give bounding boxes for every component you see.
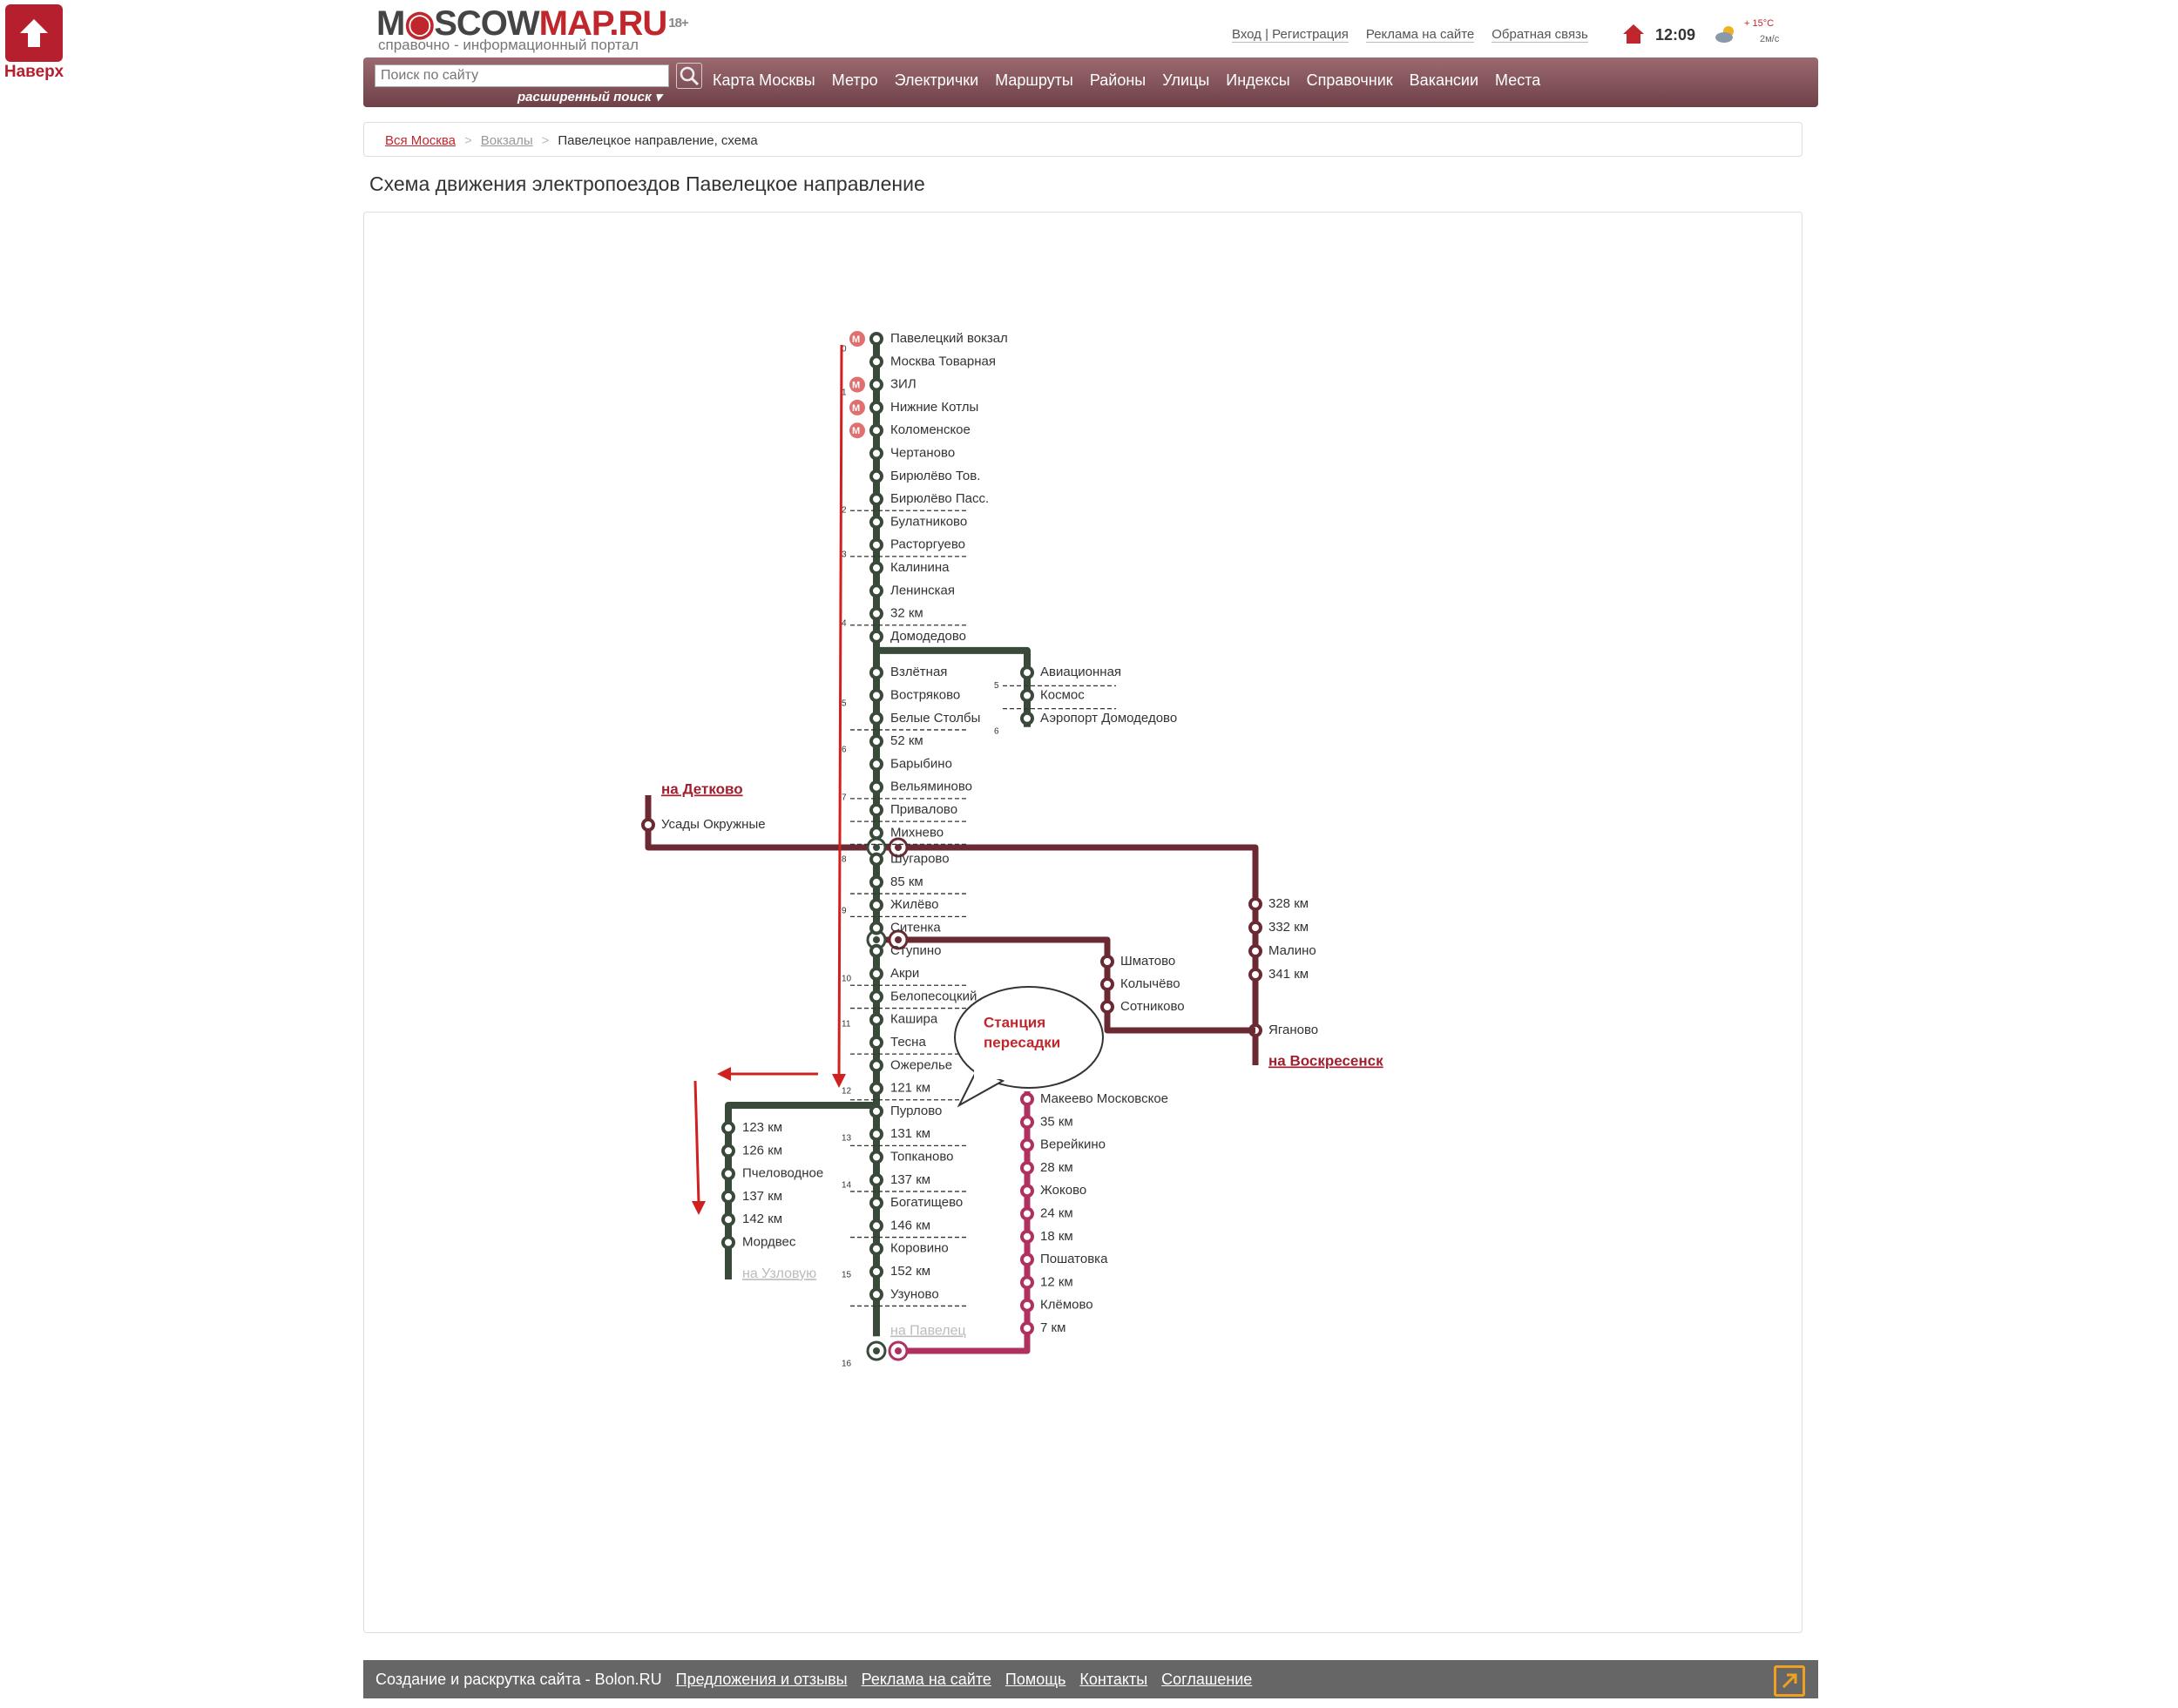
kashira-station-label: Макеево Московское (1040, 1090, 1169, 1106)
uzlovaya-station-label: 137 км (742, 1188, 783, 1204)
main-station-marker (871, 1266, 882, 1277)
menu-item-map[interactable]: Карта Москвы (713, 71, 815, 89)
detkovo-station-marker (643, 820, 653, 830)
menu-item-routes[interactable]: Маршруты (995, 71, 1073, 89)
kashira-station-marker (1022, 1185, 1032, 1196)
callout-text-line: пересадки (984, 1034, 1061, 1051)
main-station-label: Коровино (890, 1240, 949, 1256)
main-station-marker (871, 1037, 882, 1048)
kashira-station-label: 24 км (1040, 1205, 1073, 1221)
zone-label: 14 (842, 1180, 852, 1191)
zone-label: 2 (842, 505, 847, 516)
main-station-label: Коломенское (890, 422, 971, 438)
main-station-label: 52 км (890, 733, 923, 749)
uzlovaya-station-label: 142 км (742, 1212, 783, 1227)
clock: 12:09 (1655, 26, 1696, 44)
main-station-label: Булатниково (890, 514, 968, 530)
main-station-marker (871, 1060, 882, 1070)
kashira-station-label: 18 км (1040, 1228, 1073, 1244)
arrow-up-icon (17, 16, 51, 51)
kashira-station-marker (1022, 1254, 1032, 1265)
main-station-marker (871, 827, 882, 838)
menu-item-places[interactable]: Места (1495, 71, 1541, 89)
kashira-station-marker (1022, 1094, 1032, 1104)
main-station-marker (871, 759, 882, 769)
main-station-label: 32 км (890, 605, 923, 621)
kashira-station-label: 35 км (1040, 1114, 1073, 1130)
advanced-search-link[interactable]: расширенный поиск ▾ (517, 90, 662, 105)
search-input[interactable] (375, 64, 669, 87)
main-station-marker (871, 494, 882, 504)
breadcrumb (363, 122, 1803, 157)
main-station-marker (871, 516, 882, 527)
uzlovaya-station-label: Мордвес (742, 1234, 796, 1250)
zone-label: 1 (842, 388, 847, 398)
main-station-label: Богатищево (890, 1195, 964, 1211)
main-station-marker (871, 805, 882, 815)
kashira-station-label: 12 км (1040, 1274, 1073, 1290)
breadcrumb-current: Павелецкое направление, схема (558, 133, 758, 148)
mikhnevo-branch-line (648, 795, 1255, 1065)
menu-item-jobs[interactable]: Вакансии (1409, 71, 1479, 89)
main-station-label: Востряково (890, 687, 961, 703)
main-station-label: Ленинская (890, 583, 955, 598)
menu-item-indexes[interactable]: Индексы (1226, 71, 1290, 89)
uzlovaya-station-marker (723, 1192, 734, 1202)
zhilevo-station-label: Сотниково (1120, 998, 1185, 1014)
main-station-marker (871, 334, 882, 344)
main-station-label: 131 км (890, 1126, 931, 1142)
pavelets-direction-label: на Павелец (890, 1323, 966, 1339)
kashira-station-marker (1022, 1232, 1032, 1242)
main-station-label: 85 км (890, 874, 923, 889)
guide-arrow-line (839, 345, 842, 1081)
main-station-label: Ожерелье (890, 1057, 953, 1073)
callout-pointer-cover (974, 1065, 1009, 1079)
guide-arrow-head (692, 1201, 706, 1215)
voskresensk-station-marker (1250, 946, 1261, 956)
kashira-station-label: 28 км (1040, 1159, 1073, 1175)
menu-item-streets[interactable]: Улицы (1162, 71, 1210, 89)
main-station-marker (871, 540, 882, 550)
kashira-station-label: Пошатовка (1040, 1252, 1108, 1267)
main-station-marker (871, 631, 882, 642)
zhilevo-station-label: Шматово (1120, 953, 1176, 969)
zone-label: 0 (842, 344, 847, 354)
airport-station-marker (1022, 691, 1032, 701)
back-to-top-label[interactable]: Наверх (3, 63, 64, 81)
voskresensk-station-label: 341 км (1268, 966, 1309, 982)
guide-arrow-head (717, 1067, 731, 1081)
detkovo-direction-label: на Детково (661, 780, 743, 798)
breadcrumb-separator: > (541, 133, 550, 148)
train-scheme-panel (363, 212, 1803, 1633)
main-station-label: Белые Столбы (890, 710, 981, 726)
guide-arrow-line (695, 1081, 699, 1203)
main-station-label: Бирюлёво Пасс. (890, 491, 990, 507)
main-station-marker (871, 425, 882, 435)
main-station-marker (871, 1015, 882, 1025)
voskresensk-direction-label: на Воскресенск (1268, 1052, 1383, 1070)
kashira-station-marker (1022, 1300, 1032, 1311)
main-station-marker (871, 380, 882, 390)
zhilevo-station-marker (1102, 1002, 1113, 1012)
main-station-marker (871, 991, 882, 1002)
kashira-station-marker (1022, 1209, 1032, 1219)
zone-label: 12 (842, 1086, 852, 1097)
weather-icon (1715, 24, 1737, 44)
zone-label: 6 (842, 745, 847, 755)
metro-letter: М (852, 402, 861, 414)
kashira-station-label: Верейкино (1040, 1137, 1106, 1152)
main-station-marker (871, 563, 882, 573)
uzlovaya-station-marker (723, 1169, 734, 1179)
voskresensk-station-label: 328 км (1268, 895, 1309, 911)
zone-label: 7 (842, 793, 847, 803)
main-station-label: Калинина (890, 559, 950, 575)
interchange-uzunovo-branch-dot (895, 1347, 902, 1354)
airport-station-marker (1022, 667, 1032, 678)
main-station-label: Чертаново (890, 445, 956, 461)
main-station-label: Михнево (890, 825, 944, 840)
uzlovaya-station-marker (723, 1145, 734, 1156)
main-station-marker (871, 1129, 882, 1139)
uzlovaya-direction-label: на Узловую (742, 1266, 817, 1282)
site-logo[interactable]: M◉SCOWMAP.RU $^{18+}$ (376, 4, 688, 43)
main-station-label: Акри (890, 966, 920, 982)
login-link[interactable]: Вход | Регистрация (1232, 27, 1349, 42)
zhilevo-station-label: Колычёво (1120, 976, 1180, 991)
main-station-label: Нижние Котлы (890, 399, 979, 415)
train-route-map (364, 213, 1803, 1634)
menu-item-metro[interactable]: Метро (831, 71, 878, 89)
main-station-marker (871, 854, 882, 865)
footer-link-feedback[interactable]: Предложения и отзывы (675, 1670, 848, 1688)
zone-label: 9 (842, 906, 847, 916)
user-links (1232, 27, 1588, 43)
main-station-label: Привалово (890, 801, 958, 817)
footer-link-help[interactable]: Помощь (1004, 1670, 1066, 1688)
voskresensk-station-label: 332 км (1268, 919, 1309, 935)
footer-credit[interactable]: Создание и раскрутка сайта - Bolon.RU (375, 1670, 662, 1688)
main-station-marker (871, 782, 882, 793)
voskresensk-station-marker (1250, 899, 1261, 909)
page-title: Схема движения электропоездов Павелецкое направление (369, 172, 925, 195)
search-button[interactable] (676, 63, 702, 89)
zone-label: 4 (842, 618, 847, 629)
ads-link[interactable]: Реклама на сайте (1365, 27, 1475, 42)
voskresensk-station-marker (1250, 922, 1261, 933)
uzlovaya-station-label: 123 км (742, 1119, 783, 1135)
main-station-label: Павелецкий вокзал (890, 330, 1008, 346)
main-station-label: Топканово (890, 1149, 954, 1165)
main-station-marker (871, 946, 882, 956)
kashira-station-marker (1022, 1117, 1032, 1127)
main-station-label: Ступино (890, 942, 942, 958)
main-station-label: Москва Товарная (890, 354, 996, 369)
callout-text-line: Станция (984, 1014, 1046, 1031)
main-station-label: Барыбино (890, 756, 952, 772)
interchange-mikhnevo-branch-dot (895, 844, 902, 851)
menu-item-trains[interactable]: Электрички (894, 71, 979, 89)
main-station-marker (871, 356, 882, 367)
share-button[interactable] (1774, 1665, 1805, 1697)
main-station-marker (871, 691, 882, 701)
kashira-station-marker (1022, 1277, 1032, 1287)
main-station-label: 146 км (890, 1218, 931, 1233)
airport-station-marker (1022, 713, 1032, 724)
main-station-label: Кашира (890, 1011, 938, 1027)
main-station-marker (871, 1289, 882, 1300)
main-station-marker (871, 900, 882, 910)
zone-label: 8 (842, 854, 847, 865)
main-station-marker (871, 736, 882, 746)
main-menu (713, 71, 1540, 90)
main-station-label: 121 км (890, 1080, 931, 1096)
breadcrumb-home[interactable]: Вся Москва (385, 133, 457, 148)
uzlovaya-station-marker (723, 1123, 734, 1133)
main-station-marker (871, 609, 882, 619)
main-station-label: Расторгуево (890, 537, 966, 552)
airport-station-label: Космос (1040, 687, 1085, 703)
main-station-label: Домодедово (890, 628, 966, 644)
metro-letter: М (852, 334, 861, 345)
zone-label: 13 (842, 1133, 852, 1144)
main-station-label: Ситенка (890, 920, 941, 935)
kashira-station-marker (1022, 1323, 1032, 1333)
kashira-station-label: Жоково (1040, 1183, 1087, 1198)
interchange-zhilevo-main-dot (873, 936, 880, 943)
main-station-marker (871, 1152, 882, 1163)
main-station-label: Вельяминово (890, 779, 972, 794)
voskresensk-station-label: Малино (1268, 942, 1316, 958)
zone-label: 16 (842, 1359, 852, 1369)
main-station-label: 137 км (890, 1171, 931, 1187)
zone-label: 5 (842, 699, 847, 709)
main-station-marker (871, 969, 882, 979)
main-station-marker (871, 1175, 882, 1185)
external-link-icon (1776, 1668, 1803, 1694)
zhilevo-station-marker (1102, 956, 1113, 967)
kashira-station-marker (1022, 1163, 1032, 1173)
main-station-marker (871, 1244, 882, 1254)
site-tagline: справочно - информационный портал (378, 37, 639, 53)
zone-label: 6 (994, 726, 999, 737)
zone-label: 11 (842, 1019, 851, 1030)
detkovo-station-label: Усады Окружные (661, 816, 766, 832)
menu-item-districts[interactable]: Районы (1089, 71, 1146, 89)
main-station-label: Узуново (890, 1286, 939, 1302)
main-station-marker (871, 923, 882, 934)
feedback-link[interactable]: Обратная связь (1491, 27, 1588, 42)
main-station-label: Тесна (890, 1034, 926, 1050)
metro-letter: М (852, 426, 861, 437)
main-station-marker (871, 1084, 882, 1094)
main-station-marker (871, 585, 882, 596)
kashira-station-label: Клёмово (1040, 1297, 1093, 1313)
main-station-label: Белопесоцкий (890, 989, 977, 1004)
weather-wind: 2м/с (1760, 34, 1780, 44)
footer-link-agreement[interactable]: Соглашение (1161, 1670, 1253, 1688)
main-station-marker (871, 449, 882, 459)
main-station-label: Пурлово (890, 1103, 943, 1118)
zone-label: 10 (842, 974, 852, 984)
interchange-uzunovo-main-dot (873, 1347, 880, 1354)
main-station-marker (871, 1106, 882, 1117)
main-station-label: Жилёво (890, 897, 939, 913)
main-station-label: Бирюлёво Тов. (890, 468, 981, 483)
main-station-marker (871, 713, 882, 724)
metro-letter: М (852, 380, 861, 391)
search-icon (677, 64, 701, 88)
main-station-label: ЗИЛ (890, 376, 917, 392)
zone-label: 3 (842, 550, 847, 560)
breadcrumb-separator: > (464, 133, 472, 148)
footer-link-contacts[interactable]: Контакты (1079, 1670, 1148, 1688)
footer-link-ads[interactable]: Реклама на сайте (861, 1670, 991, 1688)
airport-station-label: Аэропорт Домодедово (1040, 710, 1178, 726)
menu-item-directory[interactable]: Справочник (1306, 71, 1393, 89)
kashira-station-label: 7 км (1040, 1320, 1066, 1335)
main-station-marker (871, 402, 882, 413)
kashira-station-marker (1022, 1140, 1032, 1151)
home-icon[interactable] (1622, 24, 1645, 44)
main-station-marker (871, 471, 882, 482)
main-station-marker (871, 1220, 882, 1231)
main-station-marker (871, 877, 882, 888)
uzlovaya-station-label: Пчеловодное (742, 1165, 824, 1181)
uzlovaya-station-marker (723, 1214, 734, 1225)
airport-station-label: Авиационная (1040, 665, 1122, 680)
main-station-label: 152 км (890, 1263, 931, 1279)
voskresensk-station-label: Яганово (1268, 1022, 1319, 1037)
zone-label: 5 (994, 680, 999, 691)
back-to-top-button[interactable] (5, 4, 63, 62)
uzlovaya-station-marker (723, 1238, 734, 1248)
zone-label: 15 (842, 1270, 852, 1280)
guide-arrow-head (832, 1074, 846, 1088)
main-station-label: Взлётная (890, 665, 948, 680)
breadcrumb-stations[interactable]: Вокзалы (480, 133, 533, 148)
zhilevo-station-marker (1102, 979, 1113, 989)
main-station-label: Шугарово (890, 851, 950, 867)
main-station-marker (871, 667, 882, 678)
interchange-mikhnevo-main-dot (873, 844, 880, 851)
main-station-marker (871, 1198, 882, 1208)
footer (363, 1660, 1818, 1698)
weather-temp: + 15°C (1744, 18, 1775, 29)
uzlovaya-station-label: 126 км (742, 1143, 783, 1158)
voskresensk-station-marker (1250, 969, 1261, 980)
